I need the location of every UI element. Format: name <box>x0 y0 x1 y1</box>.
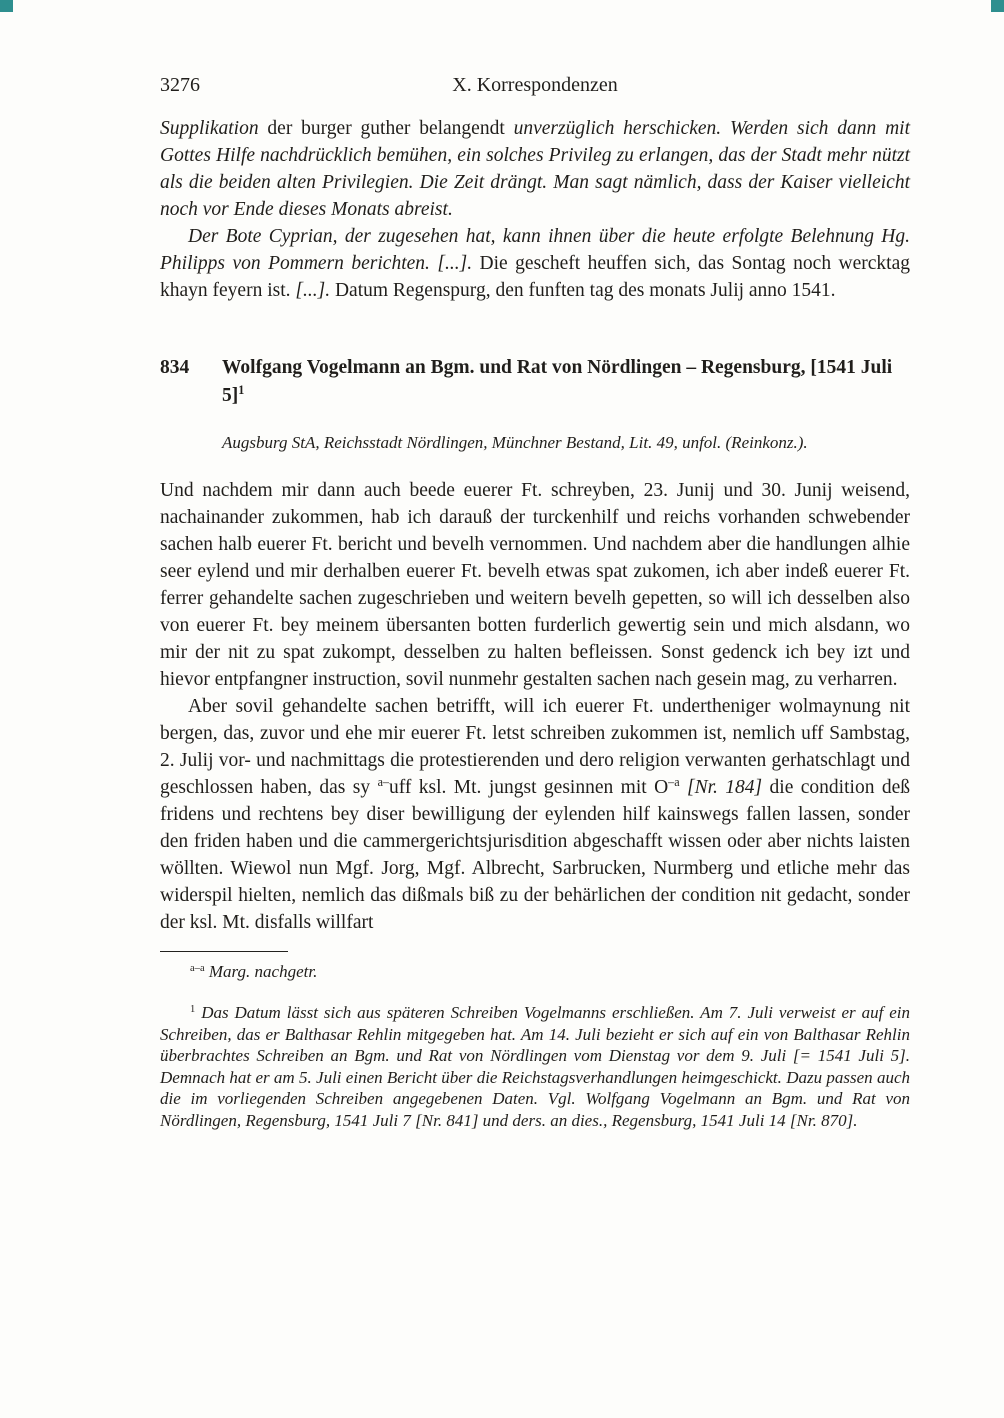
entry-heading <box>160 354 910 410</box>
scan-artifact-top-right <box>991 0 1004 12</box>
source-note: Augsburg StA, Reichsstadt Nördlingen, Münchner Bestand, Lit. 49, unfol. (Reinkonz.). <box>222 433 808 452</box>
page-number: 3276 <box>160 74 200 96</box>
running-title: X. Korrespondenzen <box>452 74 618 96</box>
apparatus-note: $^{a-a}$ Marg. nachgetr. <box>190 962 318 981</box>
entry-number: 834 <box>160 357 190 378</box>
entry-body <box>160 477 910 936</box>
footnote-separator <box>160 951 288 952</box>
letter-entry-834 <box>160 354 910 936</box>
page-header <box>160 72 910 99</box>
entry-title: Wolfgang Vogelmann an Bgm. und Rat von Nördlingen – Regensburg, [1541 Juli 5]$^1$ <box>222 357 893 406</box>
footnote-1: $^1$ Das Datum lässt sich aus späteren Schreiben Vogelmanns erschließen. Am 7. Juli verweist er auf ein Schreiben, das er Balthasar Rehlin mitgegeben hat. Am 14. Juli bezieht er sich auf ein von Balthasar Rehlin überbrachtes Schreiben an Bgm. und Rat von Nördlingen vom Dienstag vor dem 9. Juli [= 1541 Juli 5]. Demnach hat er am 5. Juli einen Bericht über die Reichstagsverhandlungen heimgeschickt. Dazu passen auch die im vorliegenden Schreiben angegebenen Daten. Vgl. Wolfgang Vogelmann an Bgm. und Rat von Nördlingen, Regensburg, 1541 Juli 7 [Nr. 841] und ders. an dies., Regensburg, 1541 Juli 14 [Nr. 870]. <box>160 1003 910 1130</box>
paragraph: Aber sovil gehandelte sachen betrifft, will ich euerer Ft. undertheniger wolmaynung nit bergen, das, zuvor und ehe mir euerer Ft. letst schreiben zukommen ist, nemlich uff Sambstag, 2. Julij vor- und nachmittags die protestierenden und dero religion verwanten gerhatschlagt und geschlossen haben, das sy $^{a-}$uff ksl. Mt. jungst gesinnen mit $O^{-a}$ [Nr. 184] die condition deß fridens und rechtens bey diser bewilligung der eylenden hilf kainswegs fallen lassen, sonder den friden haben und die cammergerichtsjurisdition abgeschafft wissen oder aber nichts laisten wöllten. Wiewol nun Mgf. Jorg, Mgf. Albrecht, Sarbrucken, Nurmberg und etliche mehr das widerspil hielten, nemlich das dißmals biß zu der behärlichen der condition nit gedacht, sonder der ksl. Mt. disfalls willfart <box>160 696 911 933</box>
preceding-letter-text <box>160 115 910 304</box>
footnote-area <box>160 951 910 1131</box>
paragraph: Und nachdem mir dann auch beede euerer Ft. schreyben, 23. Junij und 30. Junij weisend, nachainander zukommen, hab ich darauß der turckenhilf und reichs vorhanden schwebender sachen halb euerer Ft. bericht und bevelh vernommen. Und nachdem aber die handlungen alhie seer eylend und mir derhalben euerer Ft. bevelh etwas spat zukomen, ich aber indeß euerer Ft. ferrer gehandelte sachen zugeschrieben und weitern bevelh gepetten, so will ich desselben also von euerer Ft. bey meinem übersanten botten furderlich gewertig sein und mich alsdann, wo mir der nit zu spat zukompt, desselben zu halten befleissen. Sonst gedenck ich bey izt und hievor entpfangner instruction, sovil nunmehr gestalten sachen nach gesein mag, zu verharren. <box>160 480 910 690</box>
paragraph: Supplikation der burger guther belangendt unverzüglich herschicken. Werden sich dann mit Gottes Hilfe nachdrücklich bemühen, ein solches Privileg zu erlangen, das der Stadt mehr nützt als die beiden alten Privilegien. Die Zeit drängt. Man sagt nämlich, dass der Kaiser vielleicht noch vor Ende dieses Monats abreist. <box>160 118 911 220</box>
scan-artifact-top-left <box>0 0 13 12</box>
paragraph: Der Bote Cyprian, der zugesehen hat, kann ihnen über die heute erfolgte Belehnung Hg. Philipps von Pommern berichten. [...]. Die gescheft heuffen sich, das Sontag noch wercktag khayn feyern ist. [...]. Datum Regenspurg, den funften tag des monats Julij anno 1541. <box>160 226 910 301</box>
